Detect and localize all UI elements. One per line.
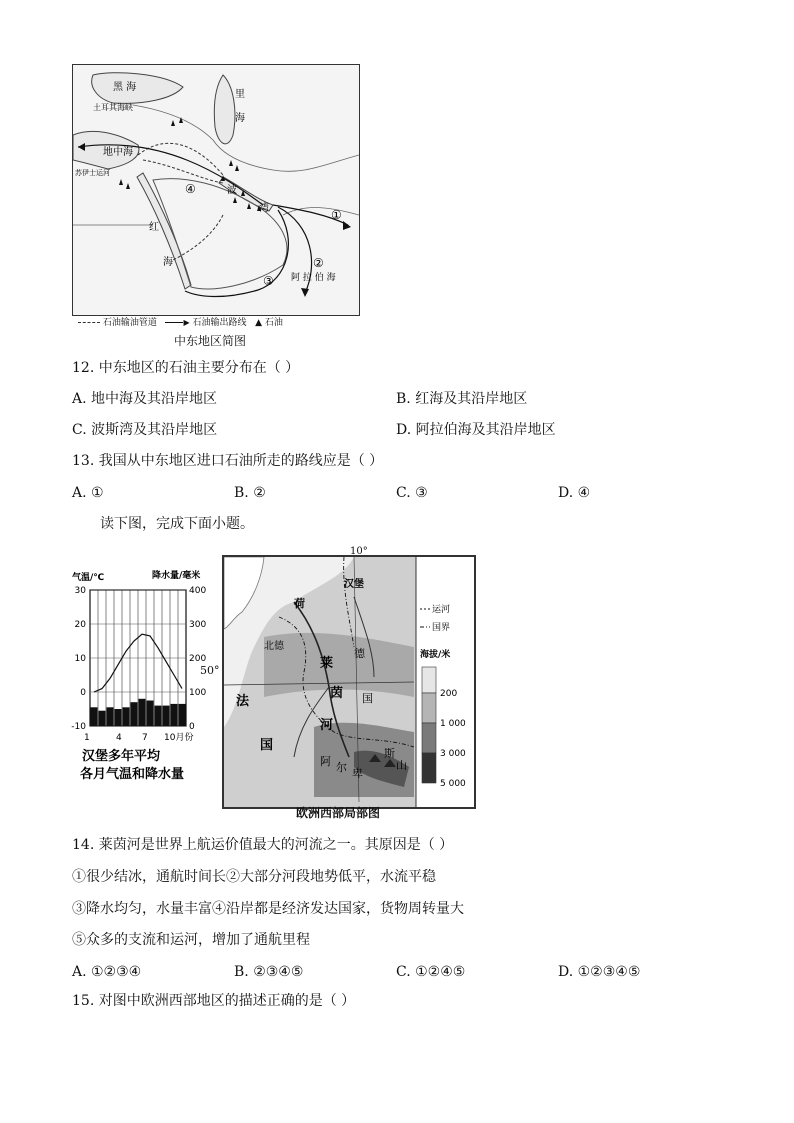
export-route-legend-label: 石油输出路线 xyxy=(192,318,247,328)
label-route-4: ④ xyxy=(185,182,196,196)
precip-bar xyxy=(155,706,162,726)
label-north-germany: 北德 xyxy=(264,641,284,652)
climate-chart-svg xyxy=(66,560,216,810)
western-europe-map-svg xyxy=(224,557,474,807)
label-mediterranean: 地中海 xyxy=(103,147,133,158)
label-fr-2: 国 xyxy=(260,738,274,753)
precip-bar xyxy=(171,704,178,726)
precip-axis-label: 降水量/毫米 xyxy=(152,571,201,581)
instruction: 读下图，完成下面小题。 xyxy=(100,516,254,532)
precip-bar xyxy=(91,707,98,726)
temp-tick-label: 10 xyxy=(74,654,86,664)
q14-option-c[interactable]: C. ①②④⑤ xyxy=(396,964,466,980)
border-legend-label: 国界 xyxy=(432,623,451,633)
label-red-sea-2: 海 xyxy=(163,257,173,268)
temp-tick-label: -10 xyxy=(71,722,86,732)
q13-option-b[interactable]: B. ② xyxy=(234,485,266,501)
label-de-1: 德 xyxy=(354,647,365,660)
label-rhine-1: 莱 xyxy=(320,656,334,671)
q13-option-a[interactable]: A. ① xyxy=(72,485,104,501)
europe-map-caption: 欧洲西部局部图 xyxy=(296,806,381,820)
month-tick-7: 7 xyxy=(142,733,148,743)
label-caspian-1: 里 xyxy=(235,89,245,100)
q14-option-a[interactable]: A. ①②③④ xyxy=(72,964,142,980)
label-alps-5: 山 xyxy=(396,759,407,772)
label-netherlands: 荷 xyxy=(294,597,305,610)
label-arabian-sea: 阿 拉 伯 海 xyxy=(291,273,336,283)
canal-legend-label: 运河 xyxy=(432,605,451,615)
precip-bar xyxy=(179,704,186,726)
temp-tick-label: 0 xyxy=(80,688,86,698)
elev-200: 200 xyxy=(440,689,458,699)
precip-tick-label: 200 xyxy=(189,654,207,664)
precip-bar xyxy=(131,702,138,726)
label-red-sea-1: 红 xyxy=(149,222,159,233)
month-tick-10: 10月份 xyxy=(164,733,194,743)
oil-legend-label: 石油 xyxy=(264,318,283,328)
middle-east-map xyxy=(72,64,360,316)
precip-bar xyxy=(139,699,146,726)
middle-east-map-svg xyxy=(73,65,359,315)
label-suez: 苏伊士运河 xyxy=(75,169,110,177)
oil-legend-icon: ▲ xyxy=(255,318,263,328)
label-alps-4: 斯 xyxy=(384,747,395,760)
q14-statement-2: ③降水均匀，水量丰富④沿岸都是经济发达国家，货物周转量大 xyxy=(72,901,464,917)
label-hamburg: 汉堡 xyxy=(344,579,364,590)
precip-tick-label: 0 xyxy=(189,722,195,732)
precip-bar xyxy=(107,707,114,726)
label-rhine-2: 茵 xyxy=(330,686,344,701)
precip-bar xyxy=(123,707,130,726)
climate-chart xyxy=(66,560,216,810)
precip-bar xyxy=(115,709,122,726)
q14-stem: 14. 莱茵河是世界上航运价值最大的河流之一。其原因是（ ） xyxy=(72,837,454,853)
q12-stem: 12. 中东地区的石油主要分布在（ ） xyxy=(72,360,300,376)
precip-tick-label: 100 xyxy=(189,688,207,698)
climate-caption-1: 汉堡多年平均 xyxy=(82,749,161,764)
q14-statement-1: ①很少结冰，通航时间长②大部分河段地势低平，水流平稳 xyxy=(72,869,436,885)
q13-stem: 13. 我国从中东地区进口石油所走的路线应是（ ） xyxy=(72,453,384,469)
precip-bar xyxy=(163,706,170,726)
q14-statement-3: ⑤众多的支流和运河，增加了通航里程 xyxy=(72,932,310,948)
label-persian-1: 波 xyxy=(227,185,237,196)
q13-option-d[interactable]: D. ④ xyxy=(558,485,591,501)
q12-option-a[interactable]: A. 地中海及其沿岸地区 xyxy=(72,391,218,407)
export-route-legend-icon xyxy=(165,322,183,323)
elevation-legend-title: 海拔/米 xyxy=(420,650,451,660)
western-europe-map xyxy=(222,555,476,809)
label-black-sea: 黑 海 xyxy=(113,82,137,93)
label-route-2: ② xyxy=(313,256,324,270)
label-route-3: ③ xyxy=(263,274,274,288)
climate-caption-2: 各月气温和降水量 xyxy=(80,767,185,782)
map1-legend: 石油输油管道 ▶ 石油输出路线 ▲ 石油 xyxy=(78,317,283,329)
temp-tick-label: 30 xyxy=(74,586,86,596)
label-caspian-2: 海 xyxy=(235,113,245,124)
pipeline-legend-icon xyxy=(78,322,100,323)
precip-tick-label: 400 xyxy=(189,586,207,596)
q14-option-b[interactable]: B. ②③④⑤ xyxy=(234,964,304,980)
label-turkish-strait: 土耳其海峡 xyxy=(93,103,133,112)
precip-tick-label: 300 xyxy=(189,620,207,630)
lon-label: 10° xyxy=(350,546,368,557)
elev-1000: 1 000 xyxy=(440,719,466,729)
q15-stem: 15. 对图中欧洲西部地区的描述正确的是（ ） xyxy=(72,993,356,1009)
pipeline-legend-label: 石油输油管道 xyxy=(102,318,157,328)
precip-bar xyxy=(99,711,106,726)
label-persian-2: 湾 xyxy=(259,203,269,214)
elev-3000: 3 000 xyxy=(440,749,466,759)
q12-option-b[interactable]: B. 红海及其沿岸地区 xyxy=(396,391,528,407)
label-rhine-3: 河 xyxy=(320,718,334,733)
label-fr-1: 法 xyxy=(236,694,250,709)
precip-bar xyxy=(147,701,154,727)
month-tick-4: 4 xyxy=(116,733,122,743)
q12-option-c[interactable]: C. 波斯湾及其沿岸地区 xyxy=(72,422,218,438)
elev-5000: 5 000 xyxy=(440,779,466,789)
month-tick-1: 1 xyxy=(84,733,90,743)
q12-option-d[interactable]: D. 阿拉伯海及其沿岸地区 xyxy=(396,422,556,438)
temp-axis-label: 气温/℃ xyxy=(72,573,105,583)
q14-option-d[interactable]: D. ①②③④⑤ xyxy=(558,964,641,980)
lat-label: 50° xyxy=(200,664,220,677)
label-alps-1: 阿 xyxy=(320,755,331,768)
label-route-1: ① xyxy=(331,208,342,222)
q13-option-c[interactable]: C. ③ xyxy=(396,485,428,501)
label-de-2: 国 xyxy=(362,692,373,705)
map1-caption: 中东地区简图 xyxy=(174,334,247,348)
label-alps-3: 卑 xyxy=(352,767,363,780)
label-alps-2: 尔 xyxy=(336,761,347,774)
temp-tick-label: 20 xyxy=(74,620,86,630)
